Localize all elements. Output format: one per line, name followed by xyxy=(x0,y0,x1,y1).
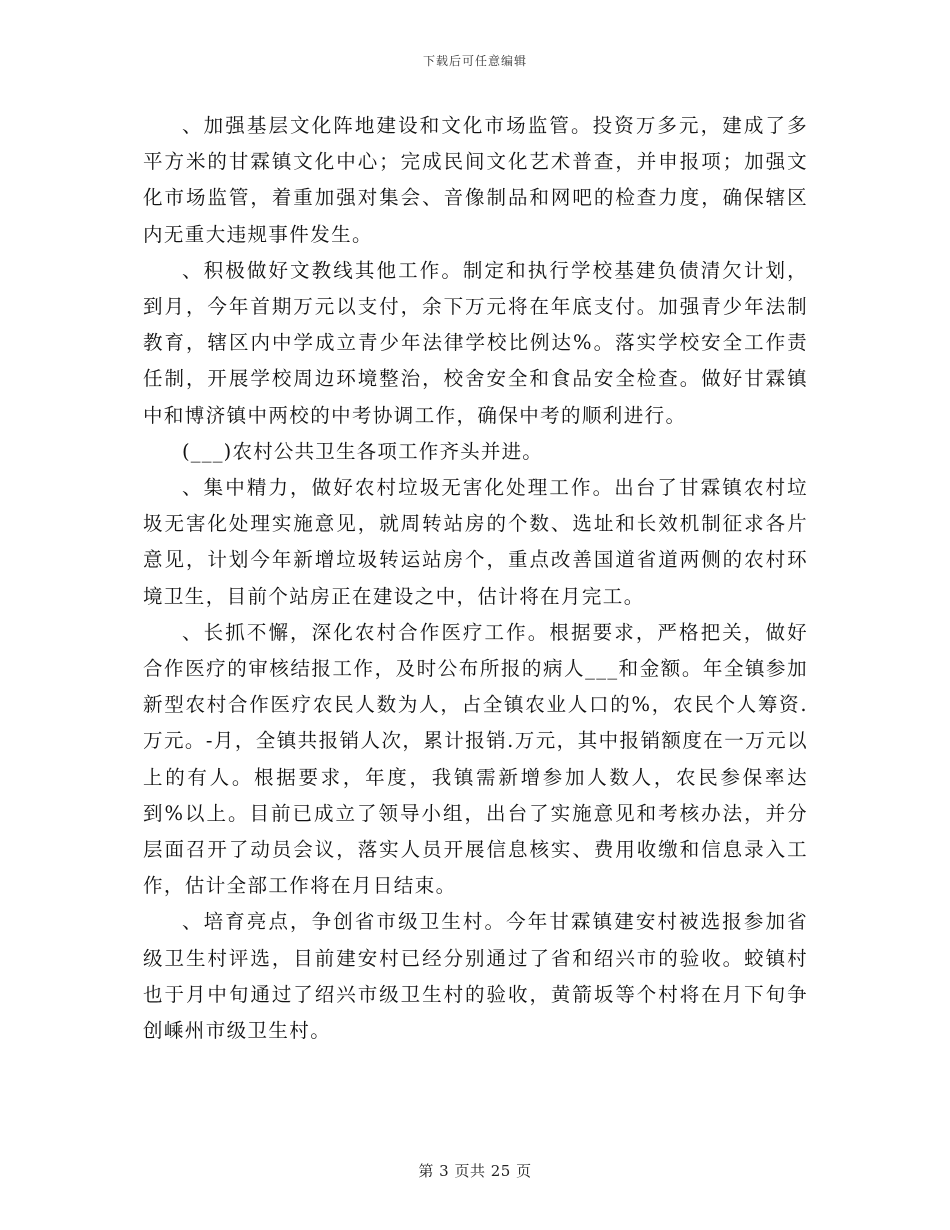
section-heading-public-health: (___)农村公共卫生各项工作齐头并进。 xyxy=(182,439,543,463)
paragraph-cooperative-medical: 、长抓不懈，深化农村合作医疗工作。根据要求，严格把关，做好合作医疗的审核结报工作，及时公布所报的病人___和金额。年全镇参加新型农村合作医疗农民人数为人，占全镇农业人口的%，农民个人筹资.万元。-月，全镇共报销人次，累计报销.万元，其中报销额度在一万元以上的有人。根据要求，年度，我镇需新增参加人数人，农民参保率达到%以上。目前已成立了领导小组，出台了实施意见和考核办法，并分层面召开了动员会议，落实人员开展信息核实、费用收缴和信息录入工作，估计全部工作将在月日结束。 xyxy=(143,620,808,898)
page-header: 下载后可任意编辑 xyxy=(422,54,527,68)
paragraph-culture: 、加强基层文化阵地建设和文化市场监管。投资万多元，建成了多平方米的甘霖镇文化中心；完成民间文化艺术普查，并申报项；加强文化市场监管，着重加强对集会、音像制品和网吧的检查力度，确保辖区内无重大违规事件发生。 xyxy=(143,114,808,246)
paragraph-education: 、积极做好文教线其他工作。制定和执行学校基建负债清欠计划，到月，今年首期万元以支付，余下万元将在年底支付。加强青少年法制教育，辖区内中学成立青少年法律学校比例达%。落实学校安全工作责任制，开展学校周边环境整治，校舍安全和食品安全检查。做好甘霖镇中和博济镇中两校的中考协调工作，确保中考的顺利进行。 xyxy=(143,258,808,427)
paragraph-health-villages: 、培育亮点，争创省市级卫生村。今年甘霖镇建安村被选报参加省级卫生村评选，目前建安村已经分别通过了省和绍兴市的验收。蛟镇村也于月中旬通过了绍兴市级卫生村的验收，黄箭坂等个村将在月下旬争创嵊州市级卫生村。 xyxy=(143,910,808,1043)
paragraph-garbage-processing: 、集中精力，做好农村垃圾无害化处理工作。出台了甘霖镇农村垃圾无害化处理实施意见，就周转站房的个数、选址和长效机制征求各片意见，计划今年新增垃圾转运站房个，重点改善国道省道两侧的农村环境卫生，目前个站房正在建设之中，估计将在月完工。 xyxy=(143,476,808,608)
page-number: 第 3 页共 25 页 xyxy=(418,1162,532,1180)
document-body xyxy=(143,108,808,1049)
